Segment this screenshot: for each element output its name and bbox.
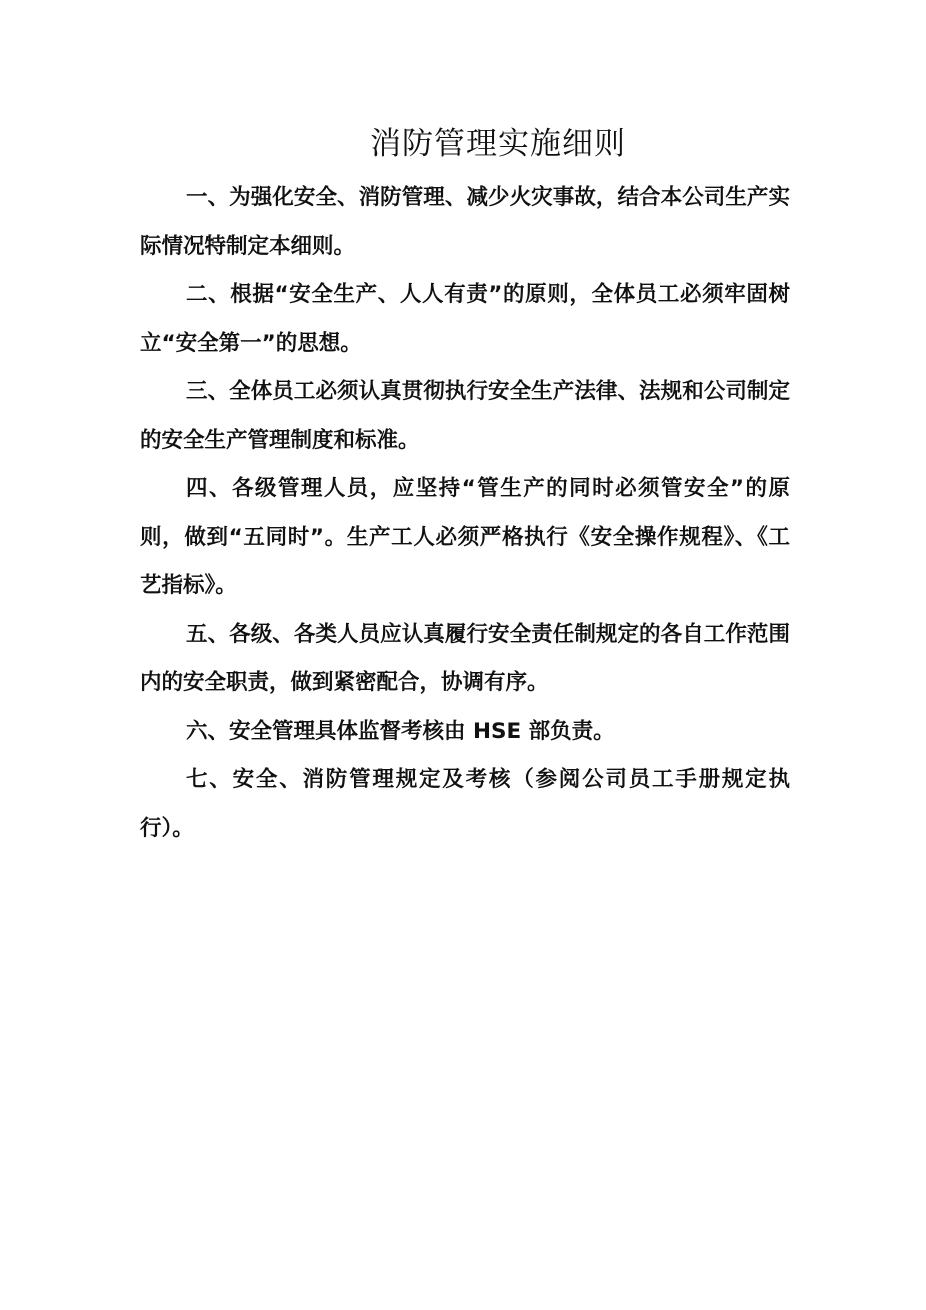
paragraph-6: 六、安全管理具体监督考核由 HSE 部负责。 xyxy=(186,718,615,744)
paragraph-1: 一、为强化安全、消防管理、减少火灾事故，结合本公司生产实际情况特制定本细则。 xyxy=(140,185,790,259)
paragraph-5: 五、各级、各类人员应认真履行安全责任制规定的各自工作范围内的安全职责，做到紧密配合，协调有序。 xyxy=(140,621,790,695)
paragraph-2: 二、根据“安全生产、人人有责”的原则，全体员工必须牢固树立“安全第一”的思想。 xyxy=(140,282,790,356)
paragraph-4: 四、各级管理人员，应坚持“管生产的同时必须管安全”的原则，做到“五同时”。生产工人必须严格执行《安全操作规程》、《工艺指标》。 xyxy=(140,476,790,598)
paragraph-7: 七、安全、消防管理规定及考核（参阅公司员工手册规定执行）。 xyxy=(140,767,790,841)
paragraph-3: 三、全体员工必须认真贯彻执行安全生产法律、法规和公司制定的安全生产管理制度和标准。 xyxy=(140,379,790,453)
document-body xyxy=(140,174,790,853)
document-title: 消防管理实施细则 xyxy=(370,126,626,162)
